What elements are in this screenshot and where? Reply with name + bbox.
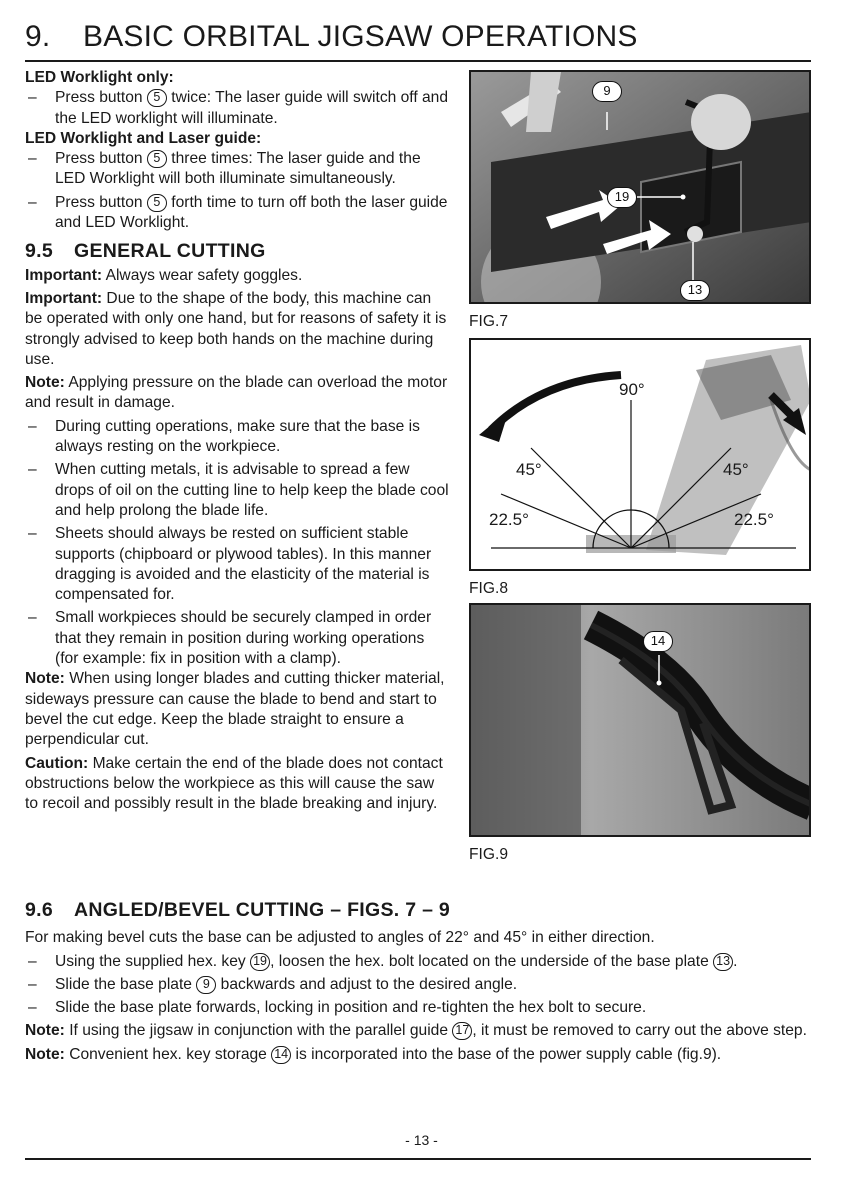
angle-45-left-label: 45° [516,460,542,479]
angle-45-right-label: 45° [723,460,749,479]
ref-hex-key-storage-14: 14 [271,1046,291,1064]
section-heading-9-6: 9.6 ANGLED/BEVEL CUTTING – FIGS. 7 – 9 [25,899,451,921]
list-item: – During cutting operations, make sure that the base is always resting on the workpiece. [25,417,450,458]
led-laser-item: – Press button 5 forth time to turn off both the laser guide and LED Worklight. [25,193,450,234]
important-note: Important: Always wear safety goggles. [25,266,303,284]
list-item: – Using the supplied hex. key 19 , loosen the hex. bolt located on the underside of the base plate 13 . [25,952,815,972]
ref-button-5: 5 [147,150,167,168]
page-title [25,20,815,54]
title-rule [25,60,811,62]
note: Note: Applying pressure on the blade can overload the motor and result in damage. [25,374,448,412]
important-note: Important: Due to the shape of the body, this machine can be operated with only one hand, but for reasons of safety it is strongly advised to keep both hands on the machine during use. [25,289,447,368]
caution-note: Caution: Make certain the end of the blade does not contact obstructions below the workpiece as this will cause the saw to recoil and possibly result in the blade breaking and injury. [25,754,443,813]
note: Note: When using longer blades and cutting thicker material, sideways pressure can cause the blade to bend and start to bevel the cut edge. Keep the blade straight to ensure a perpendicular cut. [25,670,445,749]
list-item: – Sheets should always be rested on sufficient stable supports (chipboard or plywood tables). In this manner dragging is avoided and the elasticity of the material is compensated for. [25,524,450,605]
title-text: BASIC ORBITAL JIGSAW OPERATIONS [83,20,638,53]
fig8-illustration [471,340,811,571]
note: Note: Convenient hex. key storage 14 is incorporated into the base of the power supply cable (fig.9). [25,1045,722,1063]
led-only-heading: LED Worklight only: [25,69,174,86]
fig9-photo [469,603,811,837]
ref-parallel-guide-17: 17 [452,1022,472,1040]
page-number: - 13 - [405,1132,438,1148]
fig7-illustration [471,72,811,304]
callout-19: 19 [607,187,637,208]
section-heading-9-5: 9.5 GENERAL CUTTING [25,240,266,263]
angle-90-label: 90° [619,380,645,399]
left-column [25,68,450,814]
led-only-item: – Press button 5 twice: The laser guide will switch off and the LED worklight will illuminate. [25,88,450,129]
callout-14: 14 [643,631,673,652]
section-number: 9. [25,20,51,53]
led-laser-heading: LED Worklight and Laser guide: [25,129,262,147]
ref-button-5: 5 [147,194,167,212]
bottom-rule [25,1158,811,1160]
fig8-caption: FIG.8 [469,580,508,597]
list-item: – Small workpieces should be securely clamped in order that they remain in position during working operations (for example: fix in position with a clamp). [25,608,450,669]
ref-hex-key-19: 19 [250,953,270,971]
callout-9: 9 [592,81,622,102]
list-item: – When cutting metals, it is advisable to spread a few drops of oil on the cutting line to help keep the blade cool and help prolong the blade life. [25,460,450,521]
note: Note: If using the jigsaw in conjunction with the parallel guide 17 , it must be removed to carry out the above step. [25,1022,807,1040]
bevel-intro: For making bevel cuts the base can be adjusted to angles of 22° and 45° in either direction. [25,929,655,947]
list-item: – Slide the base plate forwards, locking in position and re-tighten the hex bolt to secure. [25,998,815,1018]
fig7-photo [469,70,811,304]
led-laser-item: – Press button 5 three times: The laser guide and the LED Worklight will both illuminate simultaneously. [25,149,450,190]
ref-hex-bolt-13: 13 [713,953,733,971]
fig8-diagram [469,338,811,571]
fig9-caption: FIG.9 [469,846,508,863]
angle-22-left-label: 22.5° [489,510,529,529]
ref-base-plate-9: 9 [196,976,216,994]
fig9-illustration [471,605,811,837]
angle-22-right-label: 22.5° [734,510,774,529]
bevel-cutting-section [25,900,815,1065]
fig7-caption: FIG.7 [469,313,508,330]
ref-button-5: 5 [147,89,167,107]
list-item: – Slide the base plate 9 backwards and adjust to the desired angle. [25,975,815,995]
callout-13: 13 [680,280,710,301]
